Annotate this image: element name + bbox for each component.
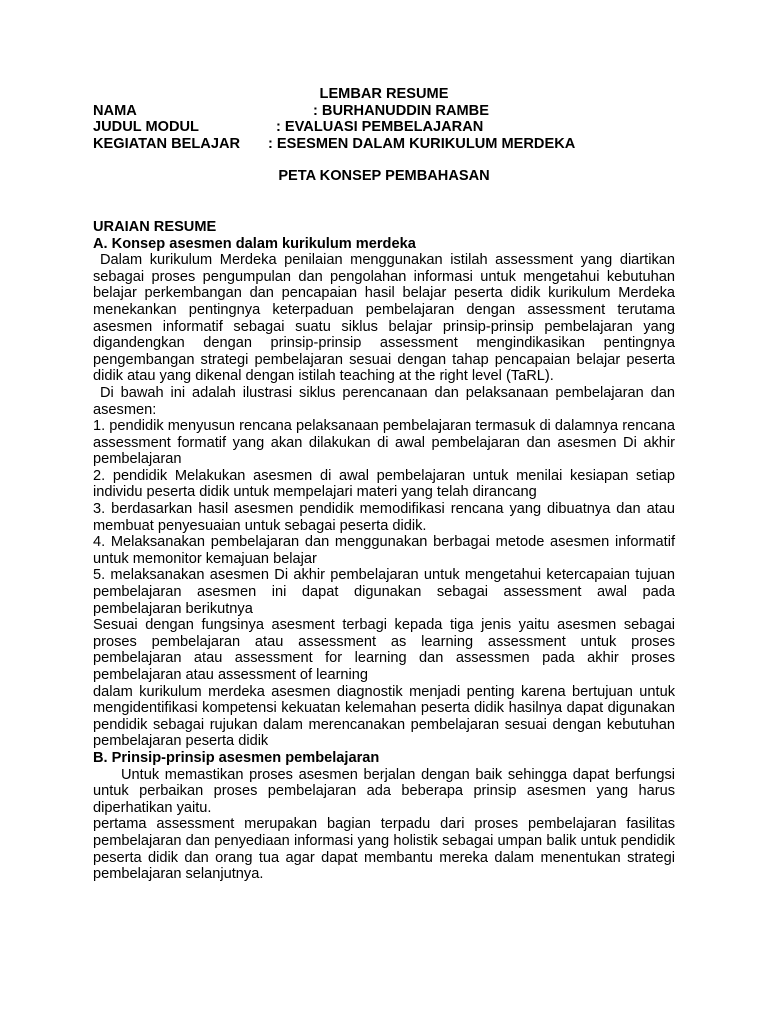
meta-label: NAMA <box>93 102 137 119</box>
meta-row-nama <box>93 103 675 120</box>
list-item: 5. melaksanakan asesmen Di akhir pembelajaran untuk mengetahui ketercapaian tujuan pembelajaran asesmen ini dapat digunakan sebagai assessment awal pada pembelajaran berikutnya <box>93 567 675 617</box>
list-item: 2. pendidik Melakukan asesmen di awal pembelajaran untuk menilai kesiapan setiap individu peserta didik untuk mempelajari materi yang telah dirancang <box>93 467 675 501</box>
paragraph: Sesuai dengan fungsinya asesment terbagi kepada tiga jenis yaitu asesmen sebagai proses pembelajaran atau assessment as learning assessment untuk proses pembelajaran atau assessment for learning dan assessmen pada akhir proses pembelajaran atau assessment of learning <box>93 617 675 683</box>
meta-label: KEGIATAN BELAJAR <box>93 135 241 152</box>
paragraph: pertama assessment merupakan bagian terpadu dari proses pembelajaran fasilitas pembelajaran dan penyediaan informasi yang holistik sebagai umpan balik untuk pendidik peserta didik dan orang tua agar dapat membantu mereka dalam menentukan strategi pembelajaran selanjutnya. <box>93 816 675 883</box>
document-title: LEMBAR RESUME <box>319 86 449 102</box>
section-b-heading: B. Prinsip-prinsip asesmen pembelajaran <box>93 749 380 766</box>
section-a-heading: A. Konsep asesmen dalam kurikulum merdeka <box>93 235 416 252</box>
document-content <box>93 86 675 883</box>
paragraph: dalam kurikulum merdeka asesmen diagnostik menjadi penting karena bertujuan untuk mengidentifikasi kompetensi kekuatan kelemahan peserta didik hasilnya dapat digunakan pendidik sebagai rujukan dalam merencanakan pembelajaran sesuai dengan kebutuhan pembelajaran peserta didik <box>93 683 675 750</box>
meta-value: : EVALUASI PEMBELAJARAN <box>276 119 484 136</box>
concept-map-heading: PETA KONSEP PEMBAHASAN <box>278 168 490 185</box>
list-item: 4. Melaksanakan pembelajaran dan menggunakan berbagai metode asesmen informatif untuk memonitor kemajuan belajar <box>93 534 675 567</box>
list-item: 3. berdasarkan hasil asesmen pendidik memodifikasi rencana yang dibuatnya dan atau membuat penyesuaian untuk sebagai peserta didik. <box>93 501 675 534</box>
list-item: 1. pendidik menyusun rencana pelaksanaan pembelajaran termasuk di dalamnya rencana assessment formatif yang akan dilakukan di awal pembelajaran dan asesmen Di akhir pembelajaran <box>93 418 675 468</box>
paragraph: Di bawah ini adalah ilustrasi siklus perencanaan dan pelaksanaan pembelajaran dan asesmen: <box>93 384 675 418</box>
meta-label: JUDUL MODUL <box>93 119 199 136</box>
meta-row-judul-modul <box>93 119 675 136</box>
meta-value: : BURHANUDDIN RAMBE <box>313 102 489 119</box>
paragraph: Untuk memastikan proses asesmen berjalan dengan baik sehingga dapat berfungsi untuk perbaikan proses pembelajaran ada beberapa prinsip asesmen yang harus diperhatikan yaitu. <box>93 766 675 816</box>
meta-value: : ESESMEN DALAM KURIKULUM MERDEKA <box>268 135 576 152</box>
summary-heading: URAIAN RESUME <box>93 218 217 235</box>
paragraph: Dalam kurikulum Merdeka penilaian menggunakan istilah assessment yang diartikan sebagai proses pengumpulan dan pengolahan informasi untuk mengetahui kebutuhan belajar perkembangan dan pencapaian hasil belajar peserta didik kurikulum Merdeka menekankan pentingnya keterpaduan pembelajaran dengan assessment terutama asesmen informatif sebagai suatu siklus belajar prinsip-prinsip pembelajaran yang digandengkan dengan prinsip-prinsip assessment mengindikasikan pentingnya pengembangan strategi pembelajaran sesuai dengan tahap pencapaian belajar peserta didik atau yang dikenal dengan istilah teaching at the right level (TaRL). <box>93 252 675 385</box>
meta-row-kegiatan-belajar <box>93 136 675 153</box>
